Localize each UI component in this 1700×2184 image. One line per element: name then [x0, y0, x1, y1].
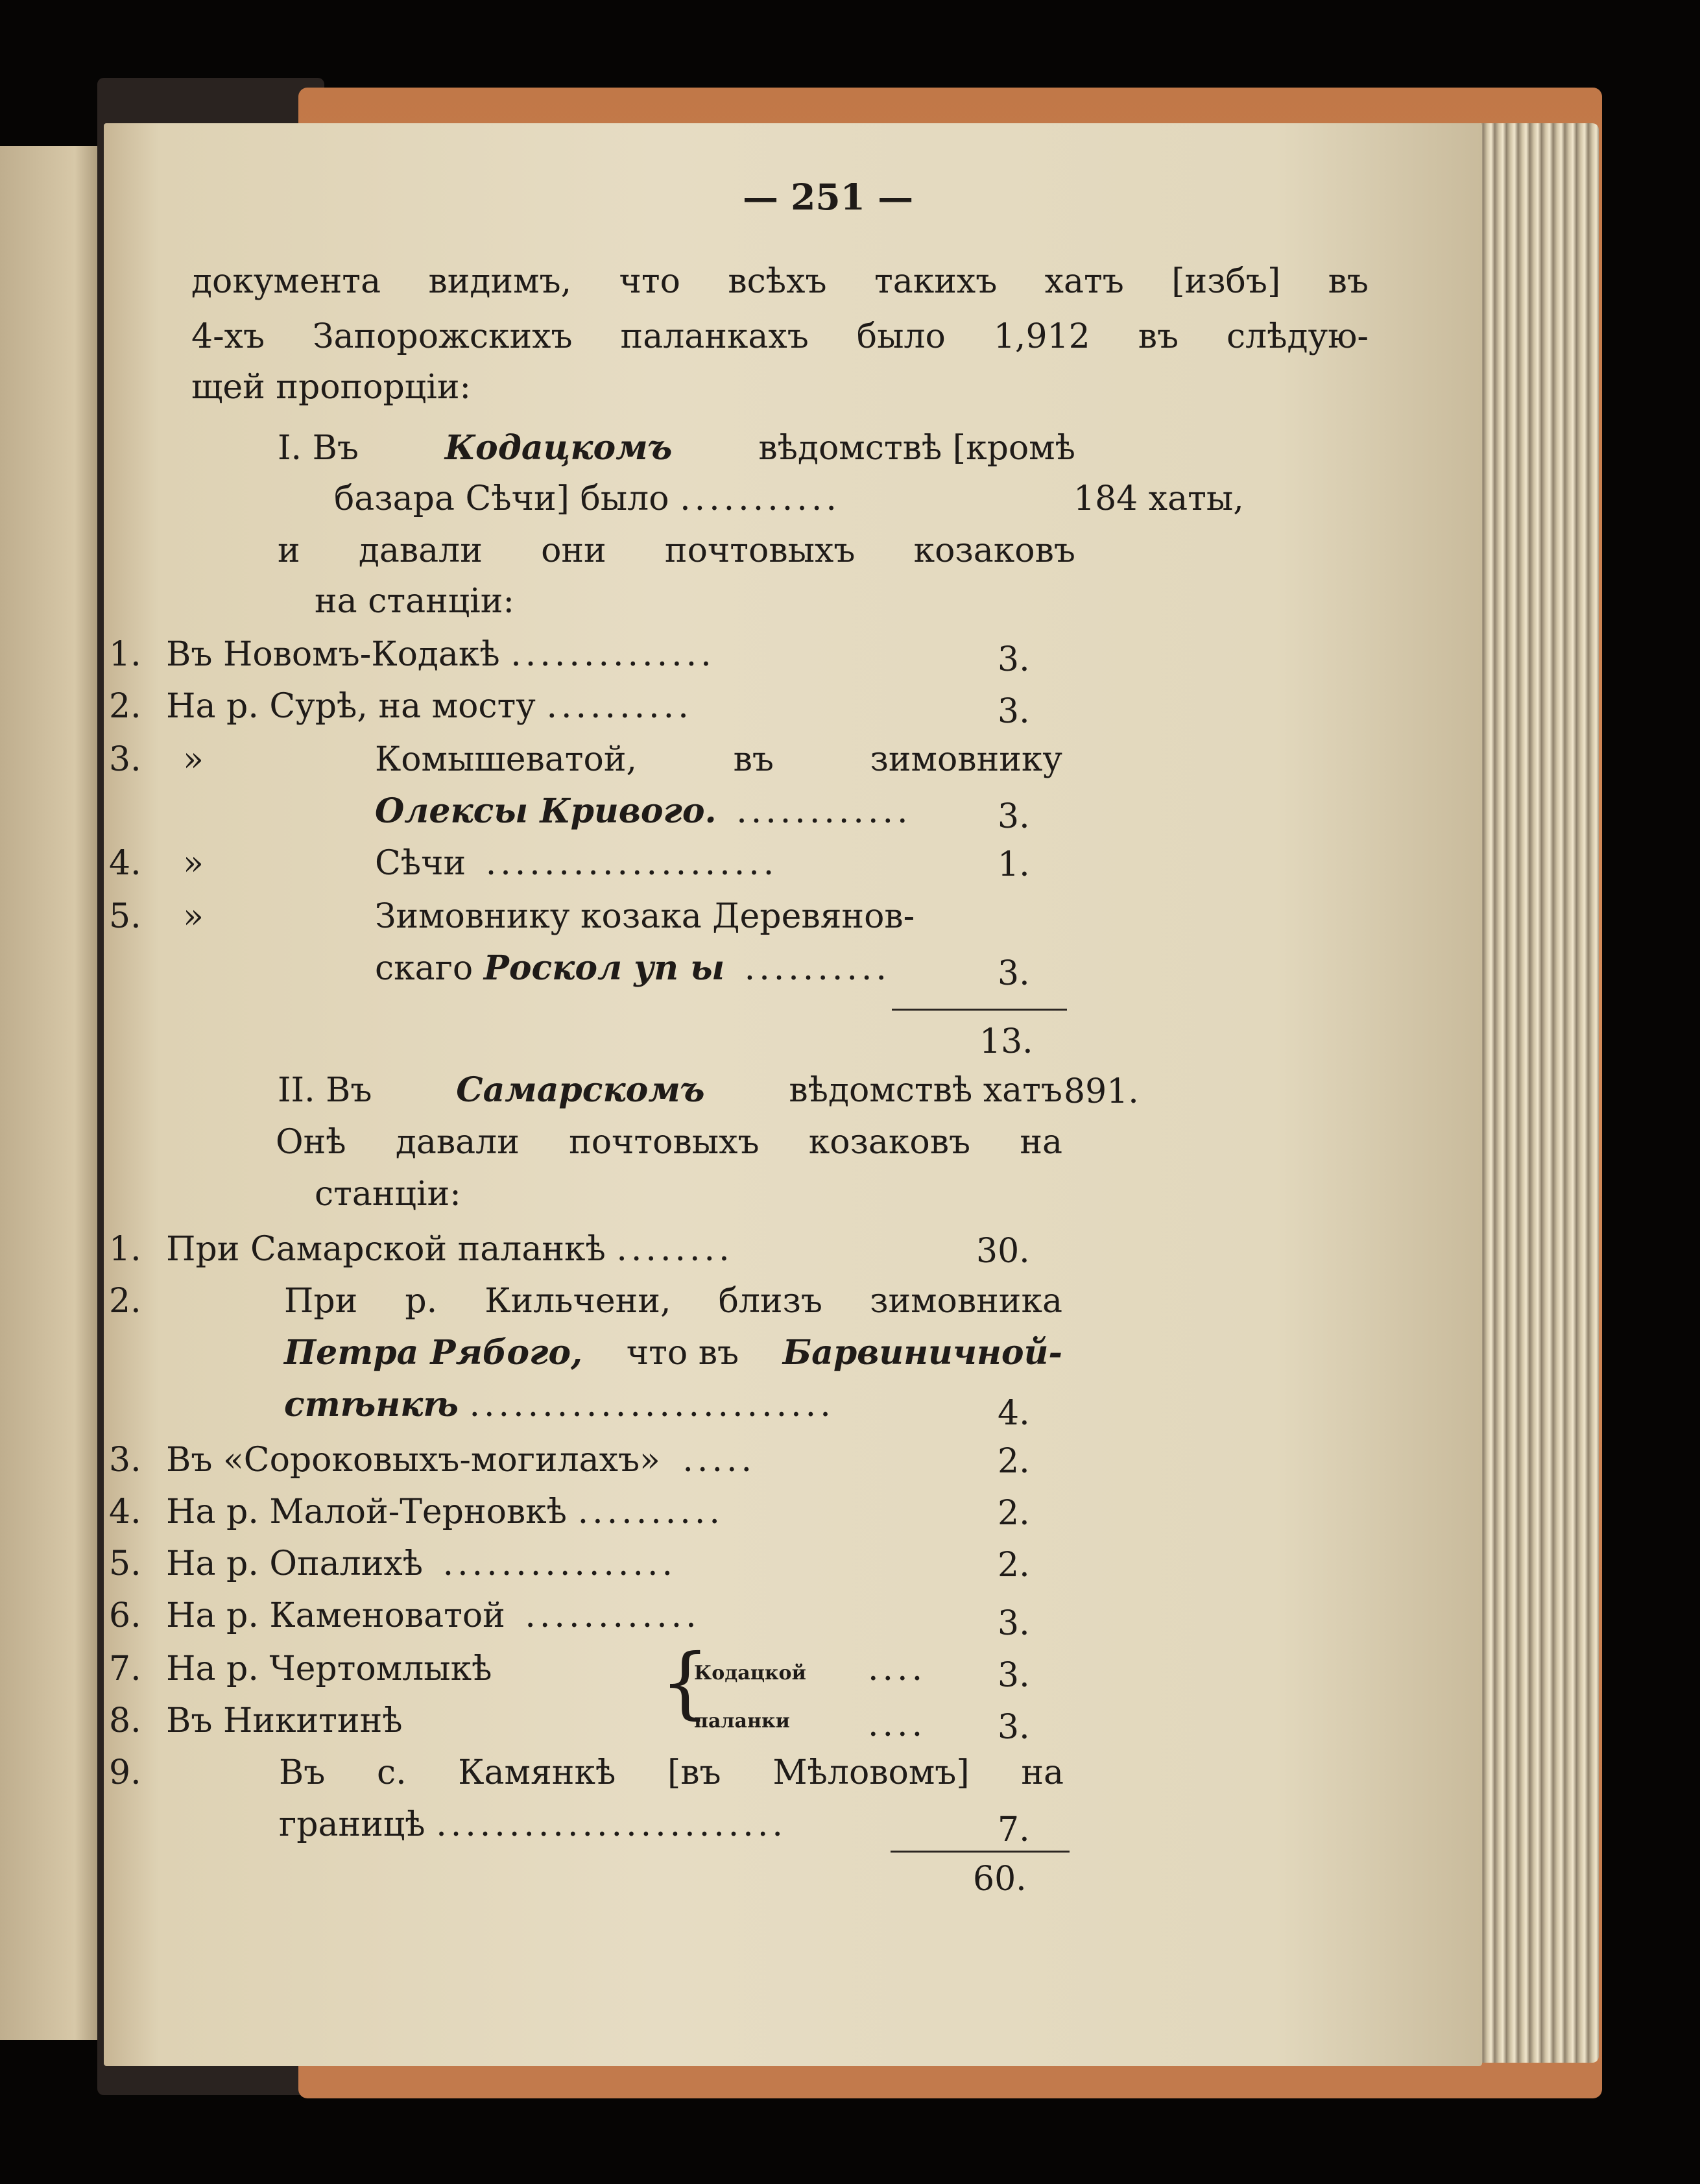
list-item: 3. Въ «Сороковыхъ-могилахъ» ..... — [109, 1441, 756, 1480]
item-value: 3. — [998, 692, 1030, 731]
brace-label-2: паланки — [694, 1710, 790, 1733]
list-item-words: Комышеватой, въ зимовнику — [375, 740, 1062, 779]
item-value: 4. — [998, 1394, 1030, 1433]
brace-label-1: Кодацкой — [694, 1662, 806, 1685]
list-item-continuation: Петра Рябого, что въ Барвиничной- — [284, 1333, 1062, 1373]
list-item-words: Въ с. Камянкѣ [въ Мѣловомъ] на — [279, 1753, 1064, 1792]
item-value: 3. — [998, 1708, 1030, 1747]
sum-rule — [892, 1009, 1067, 1011]
item-value: 2. — [998, 1442, 1030, 1481]
list-item: 1. При Самарской паланкѣ ........ — [109, 1230, 734, 1269]
item-value: 3. — [998, 1656, 1030, 1695]
list-item: 3. » — [109, 740, 204, 779]
list-item: 6. На р. Каменоватой ............ — [109, 1596, 700, 1635]
list-item: 9. — [109, 1753, 141, 1792]
list-item: 4. На р. Малой-Терновкѣ .......... — [109, 1493, 724, 1531]
list-item-text: Зимовнику козака Деревянов- — [375, 897, 915, 936]
list-item-words: При р. Кильчени, близъ зимовника — [284, 1282, 1062, 1321]
item-value: 30. — [976, 1232, 1030, 1271]
list-item: 8. Въ Никитинѣ — [109, 1701, 403, 1740]
section2-total: 891. — [1064, 1072, 1139, 1111]
list-item-continuation-2: стѣнкѣ ......................... — [284, 1385, 835, 1424]
section2-sum: 60. — [973, 1860, 1027, 1899]
list-item-text: Сѣчи .................... — [375, 844, 778, 883]
list-item-continuation: скаго Роскол уп ы .......... — [375, 948, 891, 988]
list-item: 5. На р. Опалихѣ ................ — [109, 1544, 677, 1583]
item-dots: .... — [868, 1705, 927, 1744]
list-item: 7. На р. Чертомлыкѣ — [109, 1650, 492, 1688]
page-number: — 251 — — [743, 176, 914, 218]
brace-icon: { — [660, 1638, 710, 1728]
list-item-continuation: Олексы Кривого. ............ — [375, 791, 912, 831]
item-value: 3. — [998, 797, 1030, 836]
item-value: 3. — [998, 954, 1030, 993]
section1-line-2: базара Сѣчи] было ........... — [334, 479, 841, 518]
list-item: 4. » — [109, 844, 204, 883]
section2-line-3: станціи: — [315, 1175, 461, 1214]
item-value: 2. — [998, 1546, 1030, 1585]
left-page-edge — [0, 146, 107, 2040]
section1-total: 184 хаты, — [1073, 479, 1244, 518]
item-value: 7. — [998, 1810, 1030, 1849]
item-dots: .... — [868, 1650, 927, 1688]
item-value: 3. — [998, 1604, 1030, 1643]
sum-rule — [891, 1851, 1070, 1853]
section2-heading: II. Въ Самарскомъ вѣдомствѣ хатъ — [278, 1070, 1062, 1110]
book-page — [104, 123, 1482, 2066]
intro-line-2: 4-хъ Запорожскихъ паланкахъ было 1,912 въ слѣдую- — [191, 317, 1369, 356]
section2-line-2: Онѣ давали почтовыхъ козаковъ на — [276, 1123, 1062, 1162]
list-item-continuation: границѣ ........................ — [279, 1805, 787, 1844]
intro-line-3: щей пропорціи: — [191, 368, 472, 407]
list-item: 2. — [109, 1282, 141, 1321]
section1-heading: I. Въ Кодацкомъ вѣдомствѣ [кромѣ — [278, 428, 1075, 468]
section1-sum: 13. — [979, 1022, 1033, 1061]
list-item: 5. » — [109, 897, 204, 936]
item-value: 3. — [998, 640, 1030, 679]
item-value: 2. — [998, 1494, 1030, 1533]
item-value: 1. — [998, 845, 1030, 884]
section1-line-4: на станціи: — [315, 582, 514, 621]
intro-line-1: документа видимъ, что всѣхъ такихъ хатъ [избъ] въ — [191, 262, 1369, 301]
list-item: 1. Въ Новомъ-Кодакѣ .............. — [109, 635, 715, 674]
list-item: 2. На р. Сурѣ, на мосту .......... — [109, 687, 693, 726]
section1-line-3: и давали они почтовыхъ козаковъ — [278, 531, 1075, 570]
